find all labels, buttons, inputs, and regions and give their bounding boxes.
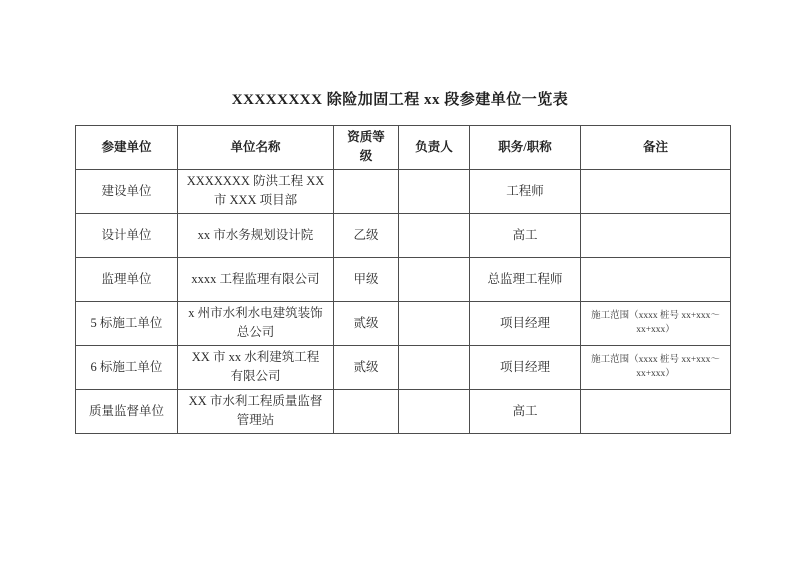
cell-person-in-charge — [399, 345, 470, 389]
cell-qualification: 乙级 — [334, 213, 399, 257]
document-title: XXXXXXXX 除险加固工程 xx 段参建单位一览表 — [231, 92, 569, 108]
participating-units-table — [75, 125, 731, 434]
cell-unit-name: XX 市水利工程质量监督管理站 — [178, 389, 334, 433]
table-header-row — [76, 126, 731, 170]
table-row — [76, 169, 731, 213]
cell-person-in-charge — [399, 257, 470, 301]
header-cell-unit-name: 单位名称 — [178, 126, 334, 170]
cell-remarks: 施工范围（xxxx 桩号 xx+xxx～xx+xxx） — [581, 345, 731, 389]
table-row — [76, 257, 731, 301]
cell-person-in-charge — [399, 301, 470, 345]
cell-position-title: 工程师 — [470, 169, 581, 213]
cell-remarks — [581, 169, 731, 213]
cell-person-in-charge — [399, 169, 470, 213]
cell-qualification — [334, 169, 399, 213]
cell-unit-role: 建设单位 — [76, 169, 178, 213]
cell-unit-name: xxxx 工程监理有限公司 — [178, 257, 334, 301]
cell-position-title: 总监理工程师 — [470, 257, 581, 301]
cell-position-title: 项目经理 — [470, 345, 581, 389]
cell-unit-name: x 州市水利水电建筑装饰总公司 — [178, 301, 334, 345]
cell-qualification — [334, 389, 399, 433]
header-cell-position-title: 职务/职称 — [470, 126, 581, 170]
cell-position-title: 高工 — [470, 389, 581, 433]
cell-unit-role: 5 标施工单位 — [76, 301, 178, 345]
cell-remarks: 施工范围（xxxx 桩号 xx+xxx～xx+xxx） — [581, 301, 731, 345]
header-cell-person-in-charge: 负责人 — [399, 126, 470, 170]
cell-qualification: 贰级 — [334, 301, 399, 345]
cell-person-in-charge — [399, 213, 470, 257]
table-row — [76, 345, 731, 389]
cell-unit-role: 6 标施工单位 — [76, 345, 178, 389]
cell-qualification: 贰级 — [334, 345, 399, 389]
cell-unit-role: 设计单位 — [76, 213, 178, 257]
cell-remarks — [581, 389, 731, 433]
table-row — [76, 389, 731, 433]
cell-unit-name: xx 市水务规划设计院 — [178, 213, 334, 257]
table-row — [76, 301, 731, 345]
cell-remarks — [581, 257, 731, 301]
cell-qualification: 甲级 — [334, 257, 399, 301]
header-cell-remarks: 备注 — [581, 126, 731, 170]
header-cell-unit-role: 参建单位 — [76, 126, 178, 170]
cell-remarks — [581, 213, 731, 257]
cell-unit-name: XXXXXXX 防洪工程 XX 市 XXX 项目部 — [178, 169, 334, 213]
table-row — [76, 213, 731, 257]
cell-position-title: 项目经理 — [470, 301, 581, 345]
cell-unit-role: 监理单位 — [76, 257, 178, 301]
cell-unit-name: XX 市 xx 水利建筑工程有限公司 — [178, 345, 334, 389]
cell-position-title: 高工 — [470, 213, 581, 257]
cell-person-in-charge — [399, 389, 470, 433]
cell-unit-role: 质量监督单位 — [76, 389, 178, 433]
header-cell-qualification: 资质等级 — [334, 126, 399, 170]
